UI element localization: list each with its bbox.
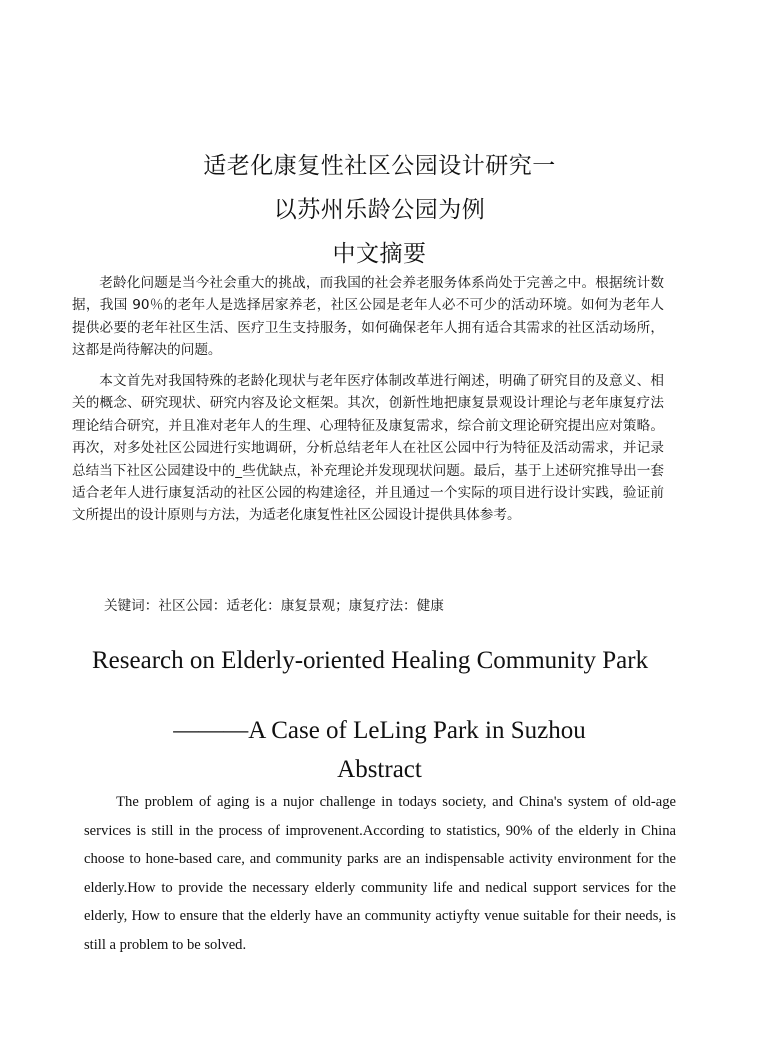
cn-keywords: 关键词：社区公园：适老化：康复景观；康复疗法：健康: [104, 598, 444, 614]
cn-abstract-paragraph-1: 老龄化问题是当今社会重大的挑战，而我国的社会养老服务体系尚处于完善之中。根据统计数据，我国 90％的老年人是选择居家养老，社区公园是老年人必不可少的活动环境。如何为老年人提供必要的老年社区生活、医疗卫生支持服务，如何确保老年人拥有适合其需求的社区活动场所，这都是尚待解决的问题。: [72, 275, 664, 359]
cn-abstract-paragraph-2: 本文首先对我国特殊的老龄化现状与老年医疗体制改革进行阐述，明确了研究目的及意义、相关的概念、研究现状、研究内容及论文框架。其次，创新性地把康复景观设计理论与老年康复疗法理论结合研究，并且准对老年人的生理、心理特征及康复需求，综合前文理论研究提出应对策略。再次，对多处社区公园进行实地调研，分析总结老年人在社区公园中行为特征及活动需求，并记录总结当下社区公园建设中的_些优缺点，补充理论并发现现状问题。最后，基于上述研究推导出一套适合老年人进行康复活动的社区公园的构建途径，并且通过一个实际的项目进行设计实践，验证前文所提出的设计原则与方法，为适老化康复性社区公园设计提供具体参考。: [72, 373, 664, 524]
en-abstract-paragraph-1: The problem of aging is a nujor challenge in todays society, and China's system of old-age services is still in the process of improvenent.According to statistics, 90% of the elderly in China choose to hone-based care, and community parks are an indispensable activity environment for the elderly.How to provide the necessary elderly community life and nedical support services for the elderly, How to ensure that the elderly have an community actiyfty venue suitable for their needs, is still a problem to be solved.: [84, 794, 676, 953]
cn-title-line-2: 以苏州乐龄公园为例: [273, 197, 486, 223]
cn-title-line-1: 适老化康复性社区公园设计研究一: [203, 153, 556, 179]
en-subtitle: ———A Case of LeLing Park in Suzhou: [173, 717, 586, 744]
en-title: Research on Elderly-oriented Healing Community Park: [92, 647, 649, 674]
en-abstract-heading: Abstract: [337, 756, 422, 783]
cn-abstract-heading: 中文摘要: [332, 241, 427, 267]
